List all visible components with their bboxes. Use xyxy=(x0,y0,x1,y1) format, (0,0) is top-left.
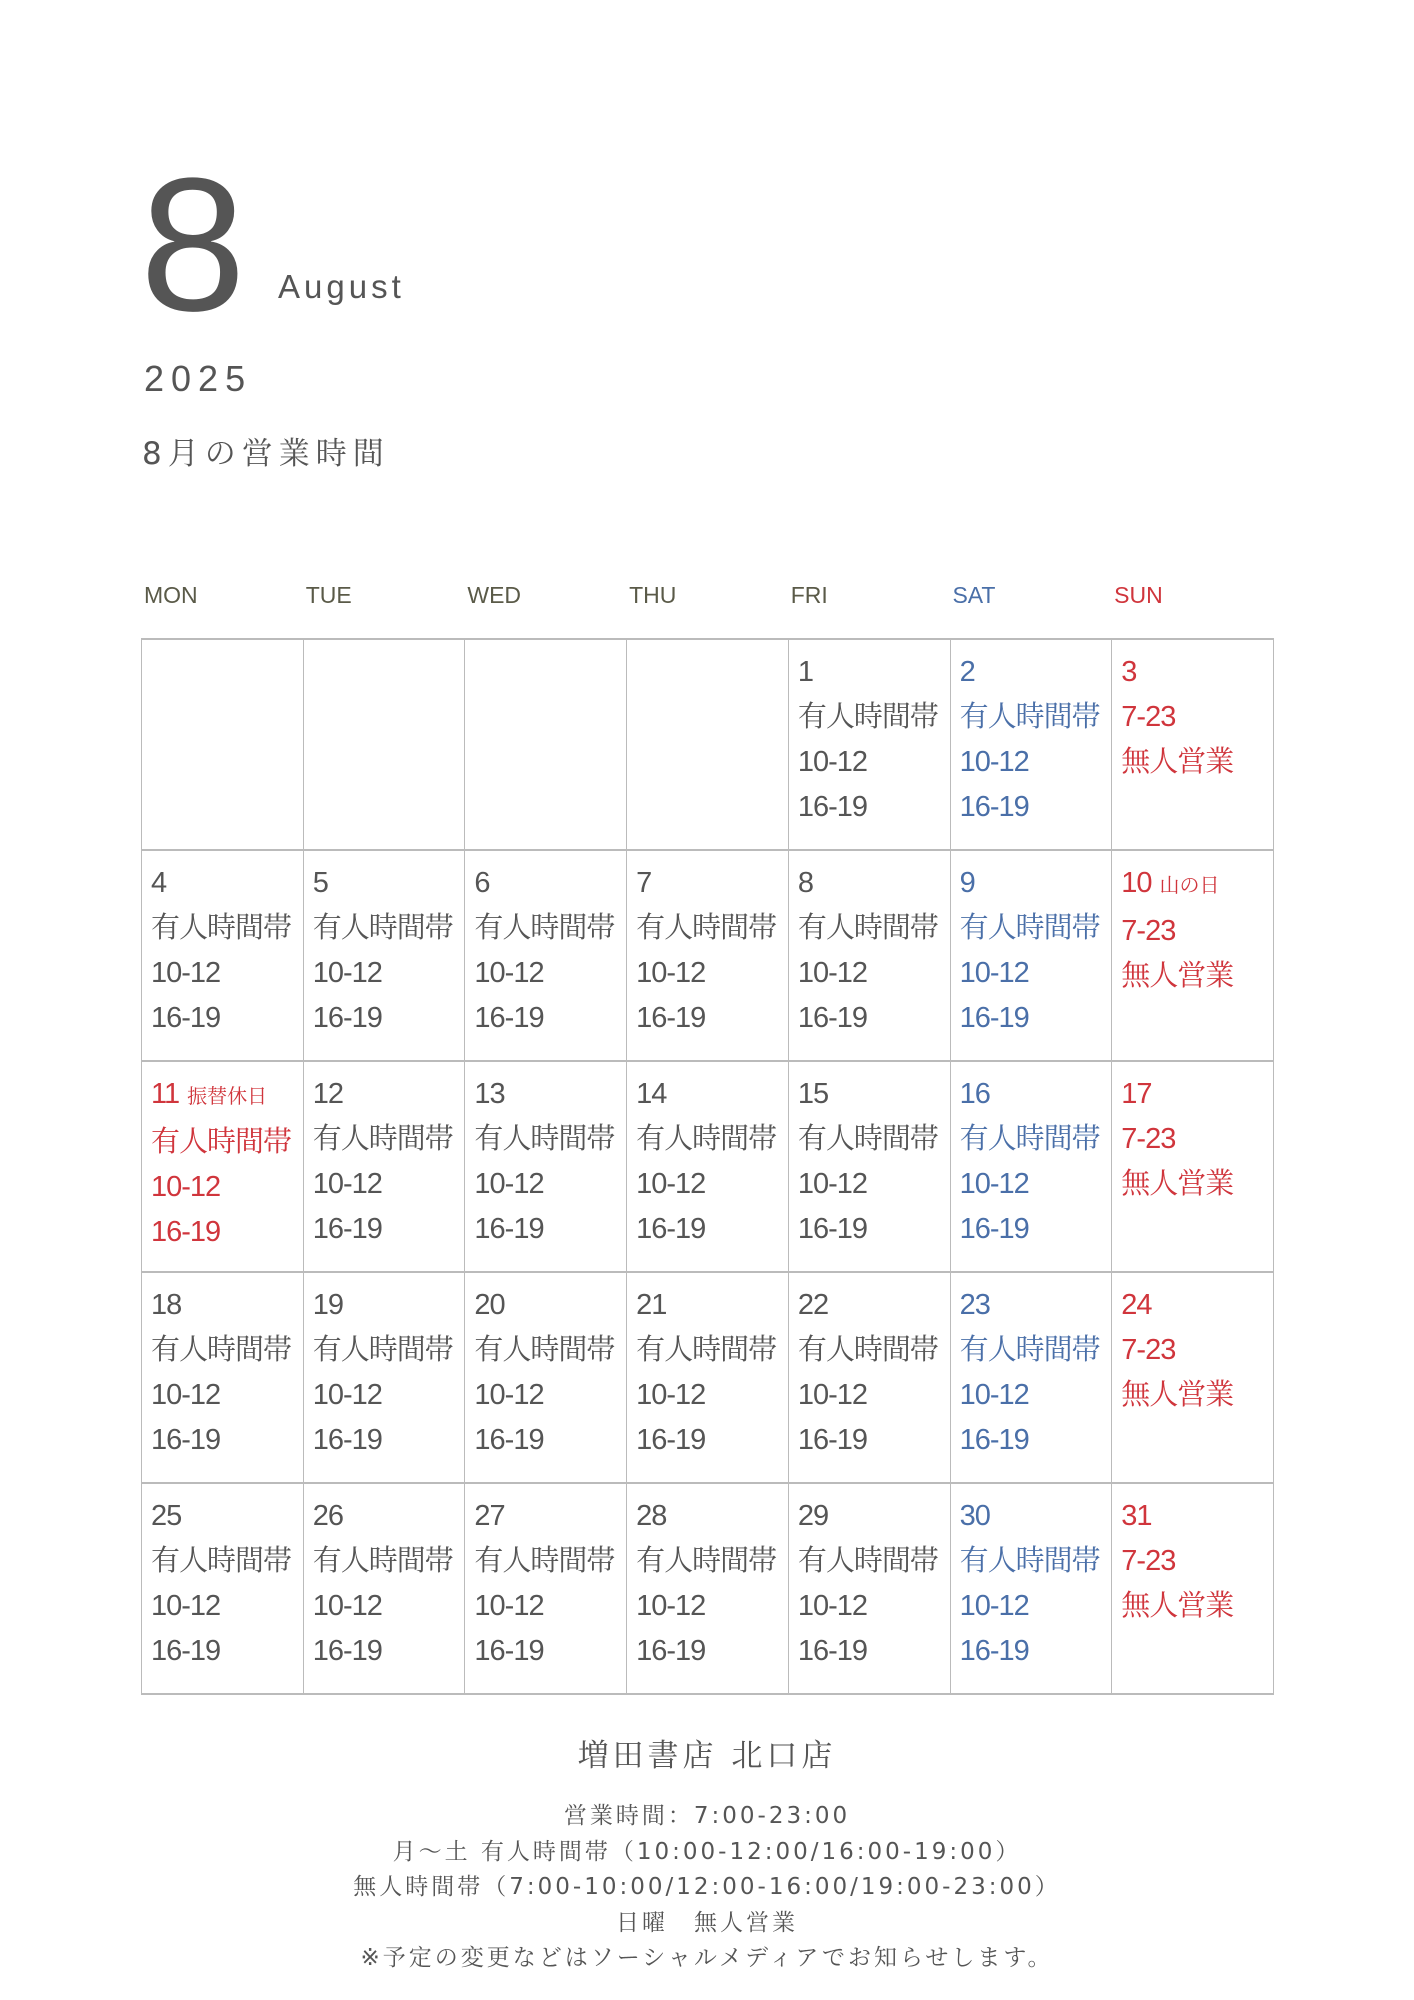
day-cell-23 xyxy=(951,1273,1113,1484)
day-cell-16 xyxy=(951,1062,1113,1273)
staffed-label: 有人時間帯 xyxy=(959,912,1100,944)
day-number: 10 xyxy=(1121,867,1152,899)
hours-line: 10-12 xyxy=(797,1590,868,1622)
day-cell-25 xyxy=(142,1484,304,1695)
hours-line: 10-12 xyxy=(151,1590,221,1622)
day-cell-12 xyxy=(304,1062,466,1273)
staffed-label: 有人時間帯 xyxy=(474,912,615,944)
hours-line: 10-12 xyxy=(797,957,868,989)
day-number-row xyxy=(313,1494,465,1539)
day-number: 16 xyxy=(959,1078,990,1110)
staffed-label: 有人時間帯 xyxy=(151,912,292,944)
day-cell-5 xyxy=(304,851,466,1062)
staffed-label: 有人時間帯 xyxy=(312,912,453,944)
day-number-row xyxy=(798,861,950,906)
hours-line: 7-23 xyxy=(1121,701,1176,733)
hours-line: 16-19 xyxy=(151,1002,221,1034)
hours-line: 10-12 xyxy=(474,1168,544,1200)
hours-line: 16-19 xyxy=(959,1213,1029,1245)
hours-line: 10-12 xyxy=(312,1590,382,1622)
day-cell-3 xyxy=(1112,640,1274,851)
day-cell-4 xyxy=(142,851,304,1062)
hours-line: 16-19 xyxy=(797,791,868,823)
day-cell-21 xyxy=(627,1273,789,1484)
hours-line: 16-19 xyxy=(797,1635,868,1667)
staffed-label: 有人時間帯 xyxy=(474,1334,615,1366)
staffed-label: 有人時間帯 xyxy=(959,1334,1100,1366)
weekday-header-row xyxy=(141,582,1273,609)
hours-line: 16-19 xyxy=(151,1635,221,1667)
hours-line: 10-12 xyxy=(151,957,221,989)
day-number-row xyxy=(960,1283,1112,1328)
day-number: 11 xyxy=(151,1078,180,1110)
month-name: August xyxy=(278,268,405,305)
hours-line: 10-12 xyxy=(312,1379,382,1411)
day-number-row xyxy=(960,1494,1112,1539)
day-number-row xyxy=(798,1072,950,1117)
year: 2025 xyxy=(144,358,253,399)
hours-line: 16-19 xyxy=(797,1424,868,1456)
hours-line: 無人営業 xyxy=(1121,960,1234,992)
day-number-row xyxy=(474,861,626,906)
day-number: 20 xyxy=(474,1289,505,1321)
day-number: 27 xyxy=(474,1500,505,1532)
hours-line: 10-12 xyxy=(474,1590,544,1622)
staffed-label: 有人時間帯 xyxy=(959,1545,1100,1577)
hours-line: 16-19 xyxy=(312,1002,382,1034)
day-number: 2 xyxy=(959,656,975,688)
day-number-row xyxy=(1121,861,1273,909)
day-cell-29 xyxy=(789,1484,951,1695)
day-cell-13 xyxy=(465,1062,627,1273)
hours-line: 10-12 xyxy=(312,1168,382,1200)
hours-line: 10-12 xyxy=(474,1379,544,1411)
weekday-mon: MON xyxy=(144,582,198,608)
day-number-row xyxy=(313,1072,465,1117)
day-number: 25 xyxy=(151,1500,182,1532)
holiday-label: 振替休日 xyxy=(187,1086,268,1108)
staffed-label: 有人時間帯 xyxy=(151,1334,292,1366)
day-number-row xyxy=(151,1072,303,1120)
day-cell-1 xyxy=(789,640,951,851)
hours-line: 10-12 xyxy=(636,1379,706,1411)
hours-line: 16-19 xyxy=(959,791,1029,823)
empty-cell xyxy=(627,640,789,851)
hours-line: 10-12 xyxy=(959,1379,1029,1411)
day-number: 21 xyxy=(636,1289,667,1321)
day-cell-9 xyxy=(951,851,1113,1062)
day-number-row xyxy=(798,1283,950,1328)
day-number-row xyxy=(474,1283,626,1328)
hours-line: 無人営業 xyxy=(1121,1168,1234,1200)
staffed-label: 有人時間帯 xyxy=(636,1123,777,1155)
staffed-label: 有人時間帯 xyxy=(312,1123,453,1155)
staffed-label: 有人時間帯 xyxy=(959,701,1100,733)
weekday-sun: SUN xyxy=(1114,582,1163,608)
hours-line: 16-19 xyxy=(312,1635,382,1667)
hours-line: 10-12 xyxy=(151,1379,221,1411)
hours-line: 16-19 xyxy=(636,1002,706,1034)
footer-line-notice: ※予定の変更などはソーシャルメディアでお知らせします。 xyxy=(360,1945,1054,1971)
day-number: 13 xyxy=(474,1078,505,1110)
staffed-label: 有人時間帯 xyxy=(797,701,938,733)
hours-line: 無人営業 xyxy=(1121,1590,1234,1622)
calendar-grid xyxy=(141,638,1274,1695)
day-cell-20 xyxy=(465,1273,627,1484)
hours-line: 16-19 xyxy=(797,1002,868,1034)
day-number-row xyxy=(636,1494,788,1539)
hours-line: 16-19 xyxy=(474,1424,544,1456)
footer-line-staffed: 月～土 有人時間帯（10:00-12:00/16:00-19:00） xyxy=(392,1838,1022,1865)
staffed-label: 有人時間帯 xyxy=(474,1123,615,1155)
day-number-row xyxy=(1121,1283,1273,1328)
day-number: 18 xyxy=(151,1289,182,1321)
day-number: 7 xyxy=(636,867,652,899)
hours-line: 16-19 xyxy=(959,1635,1029,1667)
hours-line: 16-19 xyxy=(474,1635,544,1667)
hours-line: 16-19 xyxy=(959,1002,1029,1034)
day-number: 30 xyxy=(959,1500,990,1532)
day-number: 29 xyxy=(797,1500,829,1532)
day-number-row xyxy=(151,861,303,906)
staffed-label: 有人時間帯 xyxy=(636,1545,777,1577)
day-number: 3 xyxy=(1121,656,1137,688)
day-number: 8 xyxy=(797,867,813,899)
day-number: 9 xyxy=(959,867,975,899)
hours-line: 16-19 xyxy=(959,1424,1029,1456)
day-cell-17 xyxy=(1112,1062,1274,1273)
hours-line: 7-23 xyxy=(1121,1334,1176,1366)
hours-line: 無人営業 xyxy=(1121,1379,1234,1411)
staffed-label: 有人時間帯 xyxy=(797,1334,938,1366)
day-cell-11 xyxy=(142,1062,304,1273)
day-number-row xyxy=(313,861,465,906)
day-cell-8 xyxy=(789,851,951,1062)
month-number: 8 xyxy=(140,139,246,351)
empty-cell xyxy=(142,640,304,851)
staffed-label: 有人時間帯 xyxy=(474,1545,615,1577)
hours-line: 10-12 xyxy=(797,1168,868,1200)
day-number: 6 xyxy=(474,867,490,899)
day-number: 19 xyxy=(312,1289,343,1321)
hours-line: 10-12 xyxy=(797,1379,868,1411)
day-number: 15 xyxy=(797,1078,829,1110)
hours-line: 10-12 xyxy=(959,1168,1029,1200)
day-cell-19 xyxy=(304,1273,466,1484)
hours-line: 10-12 xyxy=(959,746,1029,778)
staffed-label: 有人時間帯 xyxy=(797,912,938,944)
hours-line: 10-12 xyxy=(636,1168,706,1200)
day-cell-31 xyxy=(1112,1484,1274,1695)
day-number: 28 xyxy=(636,1500,667,1532)
empty-cell xyxy=(304,640,466,851)
day-number-row xyxy=(636,861,788,906)
day-cell-24 xyxy=(1112,1273,1274,1484)
hours-line: 7-23 xyxy=(1121,1123,1176,1155)
day-cell-14 xyxy=(627,1062,789,1273)
footer-line-sunday: 日曜 無人営業 xyxy=(616,1909,798,1936)
day-number-row xyxy=(636,1283,788,1328)
footer-line-hours: 営業時間：7:00-23:00 xyxy=(563,1803,851,1829)
hours-line: 10-12 xyxy=(312,957,382,989)
hours-line: 10-12 xyxy=(959,957,1029,989)
day-number: 17 xyxy=(1121,1078,1152,1110)
day-number: 31 xyxy=(1121,1500,1152,1532)
day-number: 22 xyxy=(797,1289,829,1321)
store-name: 増田書店 北口店 xyxy=(577,1738,837,1774)
staffed-label: 有人時間帯 xyxy=(959,1123,1100,1155)
hours-line: 16-19 xyxy=(312,1213,382,1245)
day-number: 24 xyxy=(1121,1289,1152,1321)
day-number-row xyxy=(636,1072,788,1117)
hours-line: 16-19 xyxy=(474,1213,544,1245)
hours-line: 7-23 xyxy=(1121,1545,1176,1577)
weekday-fri: FRI xyxy=(790,582,828,608)
day-cell-22 xyxy=(789,1273,951,1484)
day-number-row xyxy=(474,1072,626,1117)
day-number-row xyxy=(798,1494,950,1539)
staffed-label: 有人時間帯 xyxy=(636,912,777,944)
staffed-label: 有人時間帯 xyxy=(151,1126,292,1158)
day-number: 23 xyxy=(959,1289,990,1321)
day-cell-15 xyxy=(789,1062,951,1273)
hours-line: 16-19 xyxy=(312,1424,382,1456)
day-number: 1 xyxy=(797,656,813,688)
page-title: 8月の営業時間 xyxy=(142,436,390,472)
hours-line: 16-19 xyxy=(474,1002,544,1034)
hours-line: 10-12 xyxy=(959,1590,1029,1622)
weekday-thu: THU xyxy=(629,582,677,608)
day-number: 12 xyxy=(312,1078,343,1110)
hours-line: 10-12 xyxy=(151,1171,221,1203)
hours-line: 7-23 xyxy=(1121,915,1176,947)
day-cell-28 xyxy=(627,1484,789,1695)
weekday-sat: SAT xyxy=(952,582,996,608)
hours-line: 16-19 xyxy=(636,1213,706,1245)
day-number-row xyxy=(151,1283,303,1328)
day-cell-7 xyxy=(627,851,789,1062)
day-number-row xyxy=(151,1494,303,1539)
hours-line: 16-19 xyxy=(151,1424,221,1456)
hours-line: 10-12 xyxy=(797,746,868,778)
hours-line: 10-12 xyxy=(474,957,544,989)
hours-line: 16-19 xyxy=(636,1635,706,1667)
day-cell-18 xyxy=(142,1273,304,1484)
day-number: 14 xyxy=(636,1078,667,1110)
day-number-row xyxy=(1121,1072,1273,1117)
day-number-row xyxy=(960,1072,1112,1117)
day-number-row xyxy=(1121,1494,1273,1539)
hours-line: 無人営業 xyxy=(1121,746,1234,778)
day-number: 4 xyxy=(151,867,167,899)
day-number-row xyxy=(1121,650,1273,695)
day-number-row xyxy=(474,1494,626,1539)
day-number: 5 xyxy=(312,867,328,899)
day-number-row xyxy=(960,650,1112,695)
hours-line: 10-12 xyxy=(636,1590,706,1622)
hours-line: 10-12 xyxy=(636,957,706,989)
day-number-row xyxy=(960,861,1112,906)
hours-line: 16-19 xyxy=(636,1424,706,1456)
empty-cell xyxy=(465,640,627,851)
hours-line: 16-19 xyxy=(151,1216,221,1248)
staffed-label: 有人時間帯 xyxy=(636,1334,777,1366)
weekday-wed: WED xyxy=(467,582,522,608)
day-number-row xyxy=(313,1283,465,1328)
footer-line-unstaffed: 無人時間帯（7:00-10:00/12:00-16:00/19:00-23:00） xyxy=(353,1874,1061,1900)
day-cell-30 xyxy=(951,1484,1113,1695)
day-cell-2 xyxy=(951,640,1113,851)
weekday-tue: TUE xyxy=(305,582,352,608)
day-cell-27 xyxy=(465,1484,627,1695)
staffed-label: 有人時間帯 xyxy=(797,1545,938,1577)
day-number: 26 xyxy=(312,1500,343,1532)
staffed-label: 有人時間帯 xyxy=(312,1545,453,1577)
day-cell-6 xyxy=(465,851,627,1062)
staffed-label: 有人時間帯 xyxy=(151,1545,292,1577)
hours-line: 16-19 xyxy=(797,1213,868,1245)
day-cell-26 xyxy=(304,1484,466,1695)
staffed-label: 有人時間帯 xyxy=(312,1334,453,1366)
day-cell-10 xyxy=(1112,851,1274,1062)
day-number-row xyxy=(798,650,950,695)
holiday-label: 山の日 xyxy=(1159,875,1220,897)
staffed-label: 有人時間帯 xyxy=(797,1123,938,1155)
footer xyxy=(0,1730,1414,1977)
